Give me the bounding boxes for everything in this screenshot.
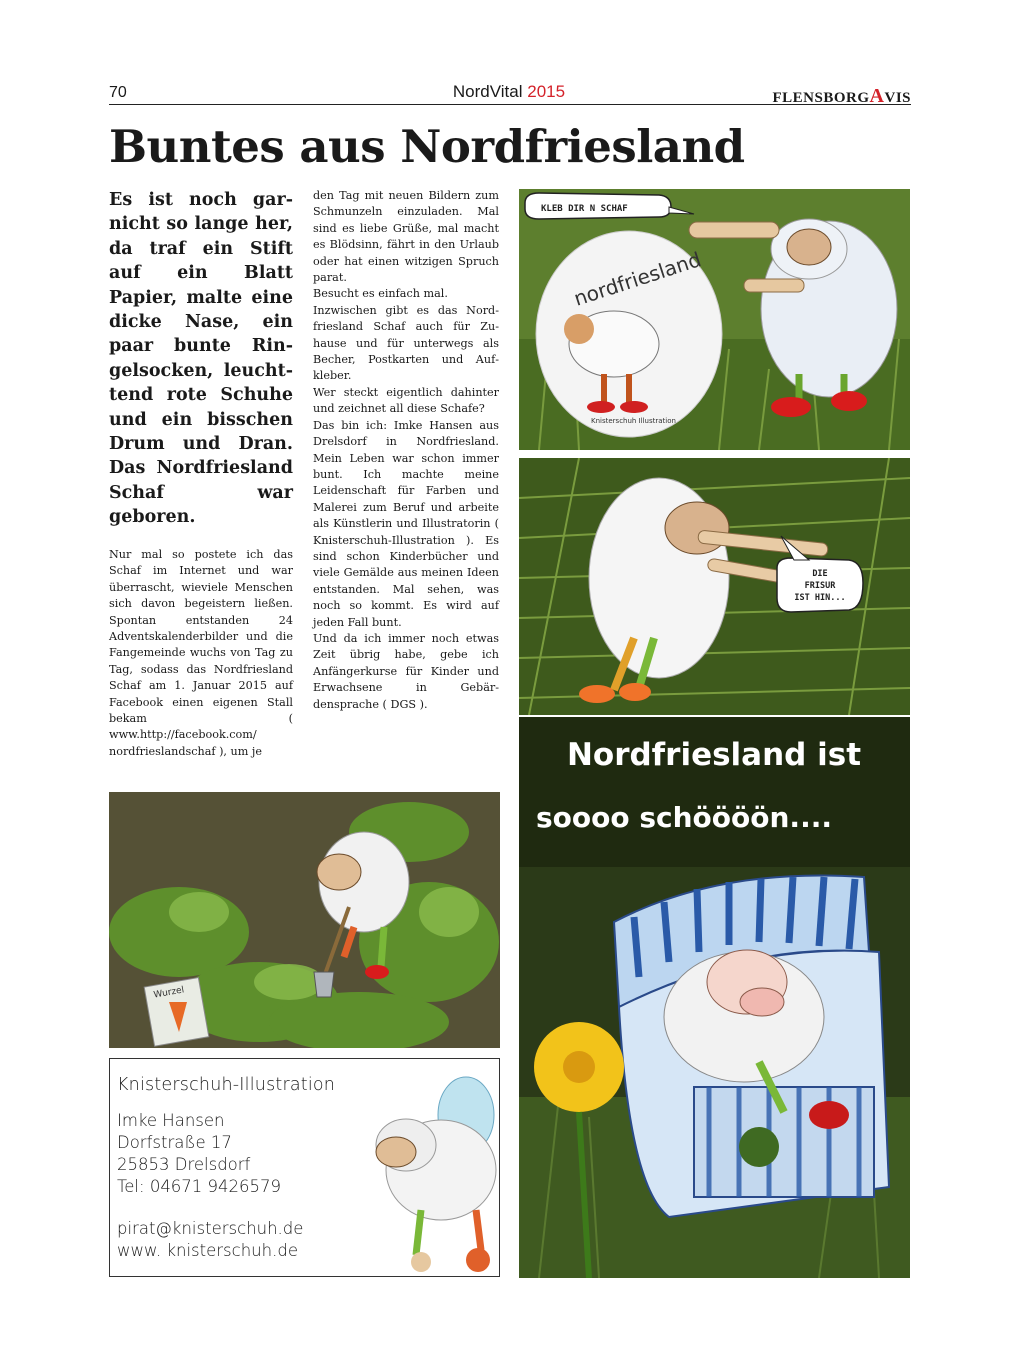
sticker-text: nordfriesland <box>570 247 704 311</box>
photo-grass-sheep <box>519 458 910 715</box>
article-lede: Es ist noch garnicht so lange her, da traf ein Stift auf ein Blatt Papier, malte eine dicke Nase, ein paar bunte Ringelsocken, leuchttend rote Schuhe und ein bisschen Drum und Dran. Das Nordfriesland Schaf war geboren. <box>109 190 293 528</box>
beach-caption-line1: Nordfriesland ist <box>566 737 862 773</box>
sticker-credit: Knisterschuh Illustration <box>591 417 676 425</box>
contact-box <box>109 1058 500 1277</box>
paragraph: Besucht es einfach mal. <box>313 287 448 301</box>
contact-city: 25853 Drelsdorf <box>117 1155 251 1174</box>
contact-phone: Tel: 04671 9426579 <box>117 1177 282 1196</box>
beach-caption-line2: soooo schöööön.... <box>536 801 832 834</box>
photo-garden-sheep <box>109 792 500 1048</box>
paragraph: Das bin ich: Imke Hansen aus Drelsdorf in Nordfriesland. Mein Leben war schon immer bunt. Ich machte meine Leidenschaft für Farben und Malerei zum Beruf und arbeite als Künstlerin und Illustratorin ( Knisterschuh-Illustration ). Es sind schon Kinderbücher und viele Gemälde aus meinen Ideen entstanden. Mal sehen, was noch so kommt. Es wird auf jeden Fall bunt. <box>313 418 499 629</box>
publisher-logo-a: A <box>869 85 885 107</box>
angel-sheep-image <box>356 1060 499 1275</box>
page-number: 70 <box>109 84 127 101</box>
publisher-logo-part2: VIS <box>884 90 911 106</box>
contact-name: Imke Hansen <box>117 1111 225 1130</box>
magazine-year: 2015 <box>527 82 566 101</box>
paragraph: Inzwischen gibt es das Nordfriesland Schaf auch für Zuhause und für unterwegs als Becher, Postkarten und Aufkleber. <box>313 303 499 383</box>
contact-website: www. knisterschuh.de <box>117 1241 298 1260</box>
bubble-text-2b: FRISUR <box>804 581 836 591</box>
bubble-text-2c: IST HIN... <box>794 593 846 603</box>
paragraph: Und da ich immer noch etwas Zeit übrig habe, gebe ich Anfängerkurse für Kinder und Erwachsene in Gebärdensprache ( DGS ). <box>313 631 499 711</box>
bubble-text-2a: DIE <box>812 569 828 579</box>
carrot-sign-text: Wurzel <box>152 985 185 1001</box>
paragraph: den Tag mit neuen Bildern zum Schmunzeln einzuladen. Mal sind es liebe Grüße, mal macht es Blödsinn, fährt in den Urlaub oder hat einen witzigen Spruch parat. <box>313 189 499 285</box>
photo-sticker-sheep <box>519 189 910 450</box>
publisher-logo-part1: FLENSBORG <box>772 90 870 106</box>
article-body-col2 <box>313 188 499 713</box>
contact-brand: Knisterschuh-Illustration <box>117 1075 336 1095</box>
photo-beach-chair-sheep <box>519 717 910 1278</box>
header-divider <box>109 104 911 105</box>
contact-street: Dorfstraße 17 <box>117 1133 232 1152</box>
bubble-text-1: KLEB DIR N SCHAF <box>541 204 628 214</box>
article-body-col1: Nur mal so postete ich das Schaf im Internet und war überrascht, wieviele Menschen sich davon begeistern ließen. Spontan entstanden 24 Adventskalenderbilder und die Fangemeinde wuchs von Tag zu Tag, sodass das Nordfriesland Schaf am 1. Januar 2015 auf Facebook einen eigenen Stall bekam ( www.http://facebook.com/ nordfrieslandschaf ), um je <box>109 548 293 758</box>
magazine-title: NordVital <box>452 82 523 101</box>
contact-email: pirat@knisterschuh.de <box>117 1219 304 1238</box>
paragraph: Wer steckt eigentlich dahinter und zeichnet all diese Schafe? <box>313 385 499 416</box>
article-title: Buntes aus Nordfriesland <box>109 120 745 173</box>
